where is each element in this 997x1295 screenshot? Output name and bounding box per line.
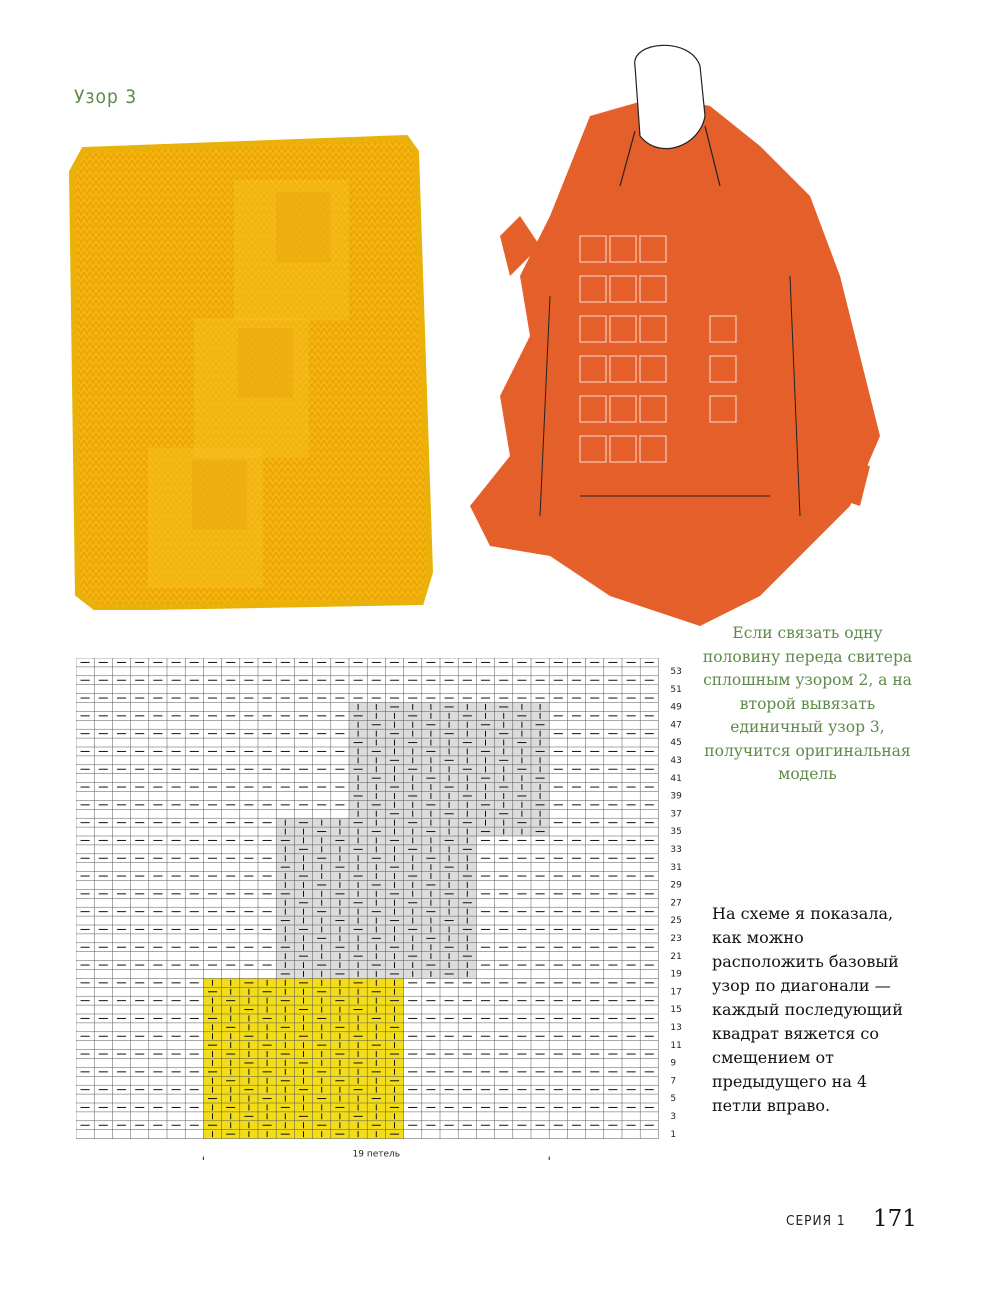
chart-row-label: 21 xyxy=(670,951,682,962)
illustration-caption: Если связать одну половину переда свитера сплошным узором 2, а на второй вывязать единичный узор 3, получится оригинальная модель xyxy=(702,624,913,783)
sweater-illustration xyxy=(460,36,900,636)
chart-row-label: 31 xyxy=(670,862,682,873)
chart-row-label: 47 xyxy=(670,720,682,731)
chart-row-label: 45 xyxy=(670,738,682,749)
chart-row-label: 43 xyxy=(670,756,682,767)
chart-row-label: 13 xyxy=(670,1023,682,1034)
chart-row-label: 37 xyxy=(670,809,682,820)
series-label: СЕРИЯ 1 xyxy=(786,1213,846,1229)
chart-row-label: 5 xyxy=(670,1094,677,1105)
chart-row-label: 51 xyxy=(670,684,682,695)
chart-row-label: 17 xyxy=(670,987,682,998)
chart-row-label: 29 xyxy=(670,880,682,891)
knitting-chart xyxy=(76,658,696,1160)
page-number: 171 xyxy=(873,1206,917,1232)
chart-row-label: 9 xyxy=(670,1058,677,1069)
chart-row-label: 3 xyxy=(670,1112,677,1123)
chart-row-label: 19 xyxy=(670,969,682,980)
chart-row-label: 15 xyxy=(670,1005,682,1016)
chart-row-label: 39 xyxy=(670,791,682,802)
chart-grid xyxy=(76,658,658,1139)
chart-row-label: 35 xyxy=(670,827,682,838)
knitted-swatch-image xyxy=(66,132,448,610)
width-label: 19 петель xyxy=(352,1149,401,1160)
chart-row-label: 23 xyxy=(670,934,682,945)
chart-row-label: 25 xyxy=(670,916,682,927)
chart-row-label: 41 xyxy=(670,773,682,784)
chart-row-label: 11 xyxy=(670,1040,682,1051)
chart-row-label: 33 xyxy=(670,845,682,856)
chart-row-label: 53 xyxy=(670,667,682,678)
chart-row-label: 27 xyxy=(670,898,682,909)
chart-row-label: 1 xyxy=(670,1129,677,1140)
pattern-title: Узор 3 xyxy=(74,86,138,108)
chart-row-label: 7 xyxy=(670,1076,677,1087)
body-paragraph: На схеме я показала, как можно расположить базовый узор по диагонали — каждый последующий квадрат вяжется со смещением от предыдущего на 4 петли вправо. xyxy=(712,904,903,1115)
chart-row-label: 49 xyxy=(670,702,682,713)
